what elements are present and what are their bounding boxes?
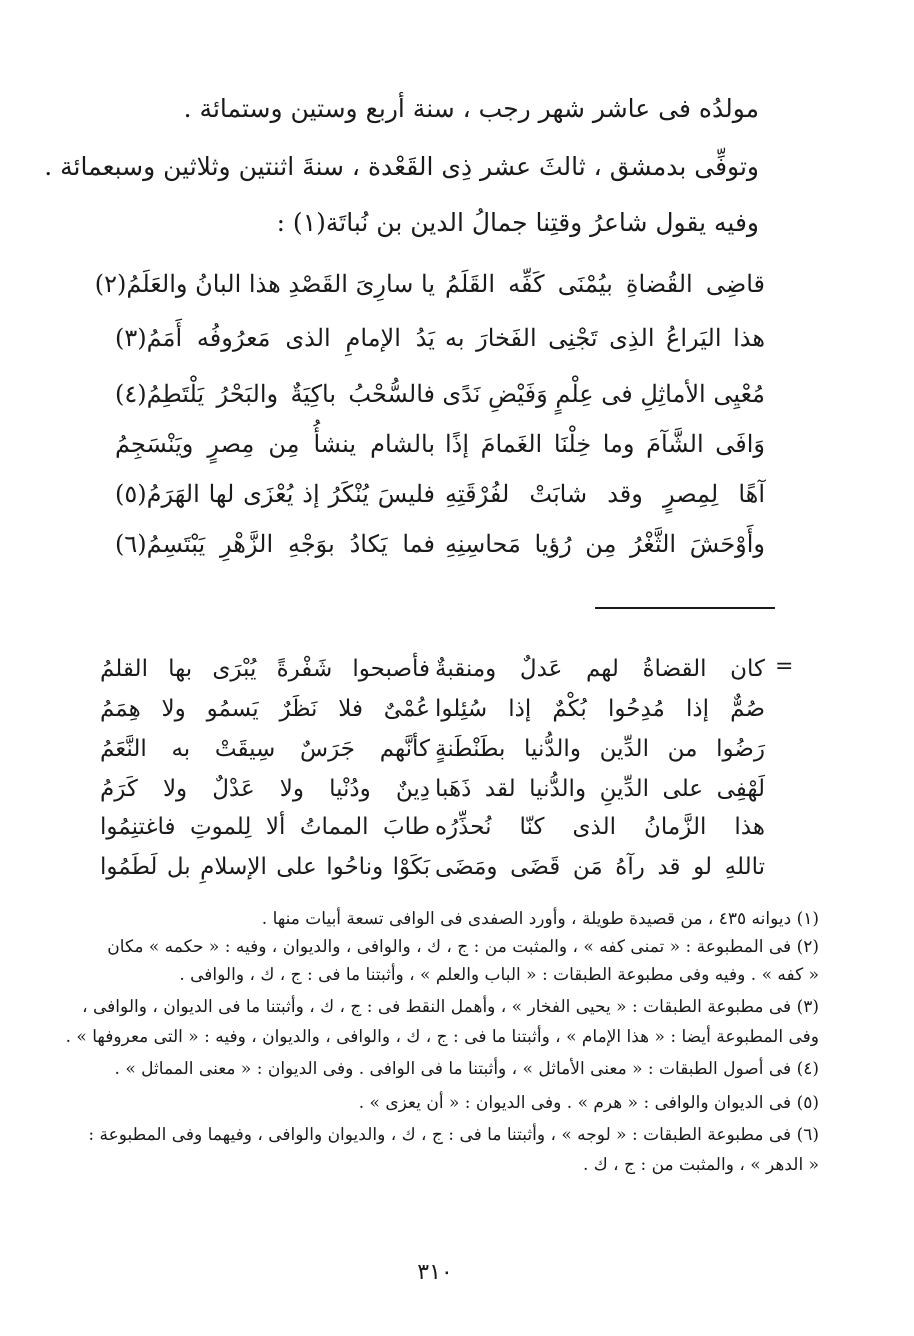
prose-line-2: وتوفِّى بدمشق ، ثالثَ عشر ذِى القَعْدة ، سنةَ اثنتين وثلاثين وسبعمائة . [44,152,759,181]
verse-4-second-hemistich: بالشام ينشأُ مِن مِصرٍ ويَنْسَجِمُ [115,430,435,458]
verse-3-first-hemistich: مُعْيِى الأماثِلِ فى عِلْمٍ وَفَيْضِ نَدًى [442,380,765,408]
footnote-4: (٤) فى أصول الطبقات : « معنى الأماثل » ، وأثبتنا ما فى الوافى . وفى الديوان : « معنى المماثل » . [114,1059,819,1079]
page-number: ٣١٠ [417,1260,453,1285]
footnote-verse-1-first-hemistich: كان القضاةُ لهم عَدلٌ ومنقبةٌ [435,656,765,682]
footnote-verse-1-second-hemistich: فأصبحوا شَفْرةً يُبْرَى بها القلمُ [100,656,430,682]
prose-line-3: وفيه يقول شاعرُ وقتِنا جمالُ الدين بن نُباتَة(١) : [276,208,759,237]
footnote-verse-3-second-hemistich: كأنَّهم جَرَسٌ سِيقَتْ به النَّعَمُ [100,736,430,762]
verse-5 [115,474,765,514]
verse-5-first-hemistich: آهًا لِمِصرٍ وقد شابَتْ لفُرْقَتِهِ [445,480,765,508]
footnote-verse-4 [100,770,765,808]
footnote-verse-6 [100,848,765,886]
footnote-6-line-1: (٦) فى مطبوعة الطبقات : « لوجه » ، وأثبتنا ما فى : ج ، ك ، والديوان والوافى ، وفيهما وفى المطبوعة : [88,1125,819,1145]
footnote-verse-2-first-hemistich: صُمٌّ إذا مُدِحُوا بُكْمٌ إذا سُئِلوا [435,696,765,722]
verse-4 [115,424,765,464]
footnote-5: (٥) فى الديوان والوافى : « هرم » . وفى الديوان : « أن يعزى » . [358,1093,819,1113]
footnote-verse-6-first-hemistich: تاللهِ لو قد رآهُ مَن قَضَى ومَضَى [435,854,765,880]
footnote-6-line-2: « الدهر » ، والمثبت من : ج ، ك . [582,1155,819,1175]
footnote-verse-4-first-hemistich: لَهْفِى على الدِّينِ والدُّنيا لقد ذَهَبا [435,776,765,802]
footnote-separator [595,607,775,609]
footnote-verse-5 [100,808,765,846]
footnote-verse-3-first-hemistich: رَضُوا من الدِّين والدُّنيا بطَنْطَنةٍ [435,736,765,762]
verse-2-first-hemistich: هذا اليَراعُ الذِى تَجْنِى الفَخارَ به [445,324,765,352]
footnote-verse-5-second-hemistich: طابَ المماتُ ألا لِلموتِ فاغتنِمُوا [100,814,430,840]
verse-3 [115,374,765,414]
verse-1-second-hemistich: يا سارِىَ القَصْدِ هذا البانُ والعَلَمُ(٢) [94,270,435,298]
verse-6-second-hemistich: فما يَكادُ بوَجْهِ الزَّهْرِ يَبْتَسِمُ(٦) [115,530,435,558]
verse-2-second-hemistich: يَدُ الإمامِ الذى مَعرُوفُه أَمَمُ(٣) [115,324,435,352]
footnote-1: (١) ديوانه ٤٣٥ ، من قصيدة طويلة ، وأورد الصفدى فى الوافى تسعة أبيات منها . [261,909,819,929]
footnote-verse-2-second-hemistich: عُمْىٌ فلا نَظَرٌ يَسمُو ولا هِمَمُ [100,696,430,722]
footnote-2-line-2: « كفه » . وفيه وفى مطبوعة الطبقات : « الباب والعلم » ، وأثبتنا ما فى : ج ، ك ، والوافى . [179,965,819,985]
verse-1-first-hemistich: قاضِى القُضاةِ بيُمْنَى كَفِّه القَلَمُ [445,270,765,298]
verse-1 [94,264,765,304]
verse-2 [115,318,765,358]
footnote-verse-5-first-hemistich: هذا الزَّمانُ الذى كنّا نُحذِّرُه [435,814,765,840]
footnote-3-line-2: وفى المطبوعة أيضا : « هذا الإمام » ، وأثبتنا ما فى : ج ، ك ، والوافى ، والديوان ، وفيه : « التى معروفها » . [65,1027,819,1047]
footnote-3-line-1: (٣) فى مطبوعة الطبقات : « يحيى الفخار » ، وأهمل النقط فى : ج ، ك ، وأثبتنا ما فى الديوان ، والوافى ، [82,997,819,1017]
continuation-mark: = [775,654,794,679]
prose-line-1: مولدُه فى عاشر شهر رجب ، سنة أربع وستين وستمائة . [183,94,759,123]
verse-3-second-hemistich: فالسُّحْبُ باكِيَةٌ والبَحْرُ يَلْتَطِمُ(٤) [115,380,435,408]
footnote-verse-1 [100,650,765,688]
verse-4-first-hemistich: وَافَى الشَّآمَ وما خِلْنَا الغَمامَ إذًا [445,430,765,458]
verse-6-first-hemistich: وأَوْحَشَ الثَّغْرُ مِن رُؤيا مَحاسِنِهِ [445,530,765,558]
verse-5-second-hemistich: فليسَ يُنْكَرُ إذ يُعْزَى لها الهَرَمُ(٥) [115,480,435,508]
footnote-2-line-1: (٢) فى المطبوعة : « تمنى كفه » ، والمثبت من : ج ، ك ، والوافى ، والديوان ، وفيه : « حكمه » مكان [107,937,819,957]
footnote-verse-4-second-hemistich: دِينٌ ودُنْيا ولا عَدْلٌ ولا كَرَمُ [100,776,430,802]
footnote-verse-2 [100,690,765,728]
verse-6 [115,524,765,564]
footnote-verse-3 [100,730,765,768]
footnote-verse-6-second-hemistich: بَكَوْا وناحُوا على الإسلامِ بل لَطَمُوا [100,854,430,880]
